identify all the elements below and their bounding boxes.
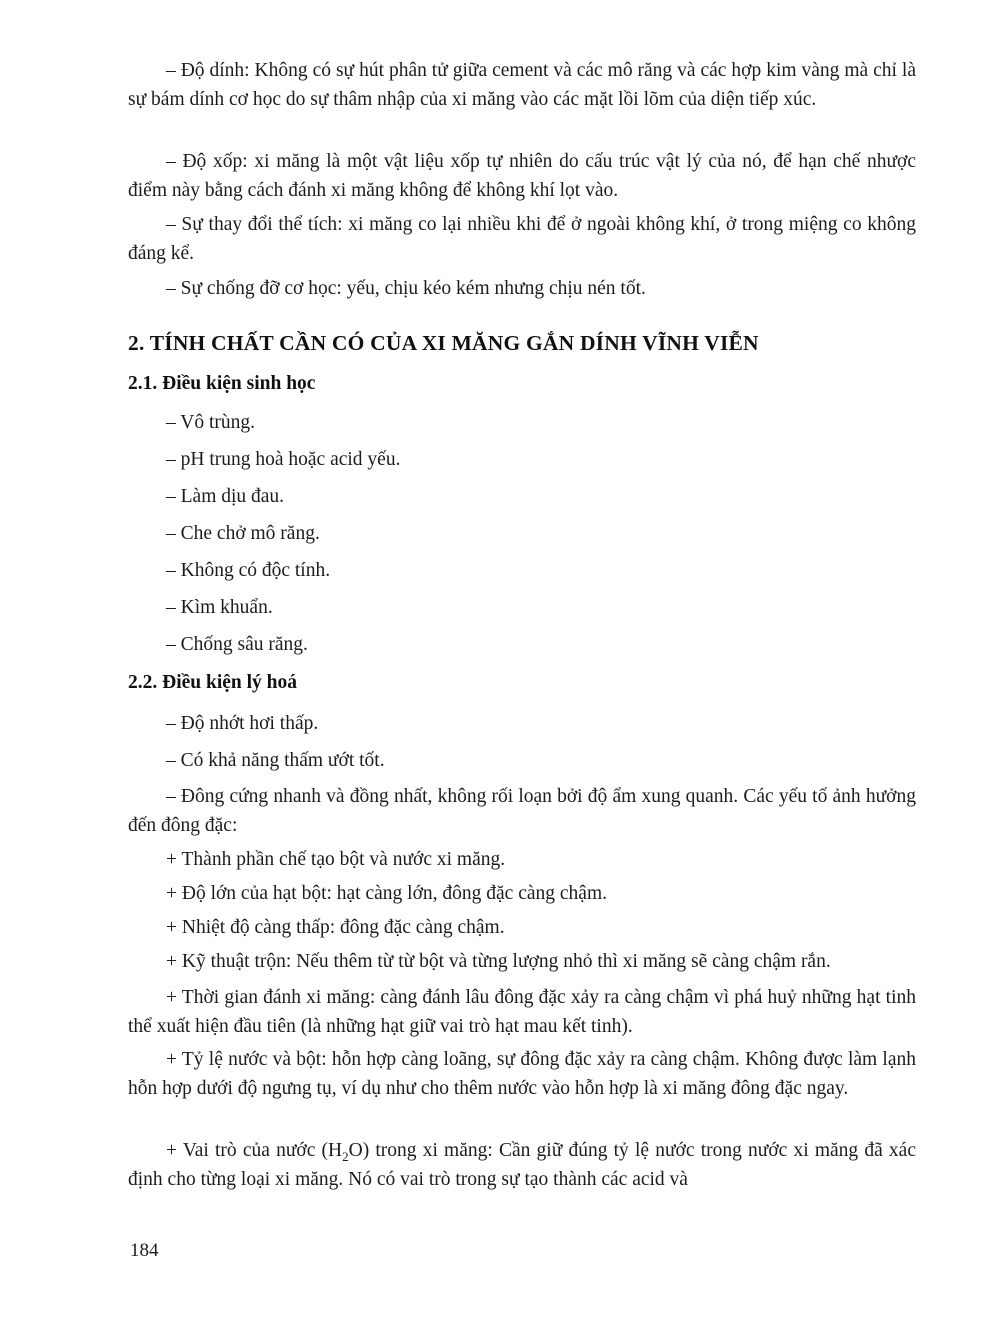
plus-item: + Kỹ thuật trộn: Nếu thêm từ từ bột và từng lượng nhỏ thì xi măng sẽ càng chậm rắn.	[166, 951, 831, 972]
plus-item: + Độ lớn của hạt bột: hạt càng lớn, đông đặc càng chậm.	[166, 883, 607, 904]
section-heading: 2. TÍNH CHẤT CẦN CÓ CỦA XI MĂNG GẮN DÍNH VĨNH VIỄN	[128, 331, 759, 355]
paragraph-water-powder-ratio: + Tỷ lệ nước và bột: hỗn hợp càng loãng, sự đông đặc xảy ra càng chậm. Không được làm lạnh hỗn hợp dưới độ ngưng tụ, ví dụ như cho thêm nước vào hỗn hợp là xi măng đông đặc ngay.	[128, 1049, 916, 1099]
list-item: – Độ nhớt hơi thấp.	[166, 713, 319, 734]
paragraph-porosity: – Độ xốp: xi măng là một vật liệu xốp tự nhiên do cấu trúc vật lý của nó, để hạn chế nhược điểm này bằng cách đánh xi măng không để không khí lọt vào.	[128, 151, 916, 201]
water-subscript: 2	[342, 1148, 349, 1164]
paragraph-role-of-water	[128, 1137, 916, 1194]
subsection-heading-physicochemical: 2.2. Điều kiện lý hoá	[128, 672, 298, 693]
paragraph-mixing-time: + Thời gian đánh xi măng: càng đánh lâu đông đặc xảy ra càng chậm vì phá huỷ những hạt tinh thể xuất hiện đầu tiên (là những hạt giữ vai trò hạt mau kết tinh).	[128, 987, 916, 1037]
water-text-after: O) trong xi măng: Cần giữ đúng tỷ lệ nước trong nước xi măng đã xác định cho từng loại xi măng. Nó có vai trò trong sự tạo thành các acid và	[128, 1140, 916, 1190]
list-item: – Che chở mô răng.	[166, 523, 320, 544]
plus-item: + Thành phần chế tạo bột và nước xi măng.	[166, 849, 506, 870]
list-item: – pH trung hoà hoặc acid yếu.	[166, 449, 401, 470]
list-item: – Không có độc tính.	[166, 560, 331, 581]
page-number: 184	[130, 1240, 159, 1261]
paragraph-volume-change: – Sự thay đổi thể tích: xi măng co lại nhiều khi để ở ngoài không khí, ở trong miệng co không đáng kể.	[128, 214, 916, 264]
list-item: – Làm dịu đau.	[166, 486, 285, 507]
paragraph-mechanical-support: – Sự chống đỡ cơ học: yếu, chịu kéo kém nhưng chịu nén tốt.	[166, 278, 646, 299]
paragraph-adhesion: – Độ dính: Không có sự hút phân tử giữa cement và các mô răng và các hợp kim vàng mà chỉ là sự bám dính cơ học do sự thâm nhập của xi măng vào các mặt lồi lõm của diện tiếp xúc.	[128, 60, 916, 110]
plus-item: + Nhiệt độ càng thấp: đông đặc càng chậm.	[166, 917, 505, 938]
water-text-before: + Vai trò của nước (H	[166, 1140, 343, 1161]
list-item: – Kìm khuẩn.	[166, 597, 273, 618]
subsection-heading-biological: 2.1. Điều kiện sinh học	[128, 373, 316, 394]
list-item: – Có khả năng thấm ướt tốt.	[166, 750, 385, 771]
list-item: – Chống sâu răng.	[166, 634, 308, 655]
list-item: – Vô trùng.	[166, 412, 256, 433]
paragraph-setting: – Đông cứng nhanh và đồng nhất, không rối loạn bởi độ ẩm xung quanh. Các yếu tố ảnh hưởng đến đông đặc:	[128, 786, 916, 836]
